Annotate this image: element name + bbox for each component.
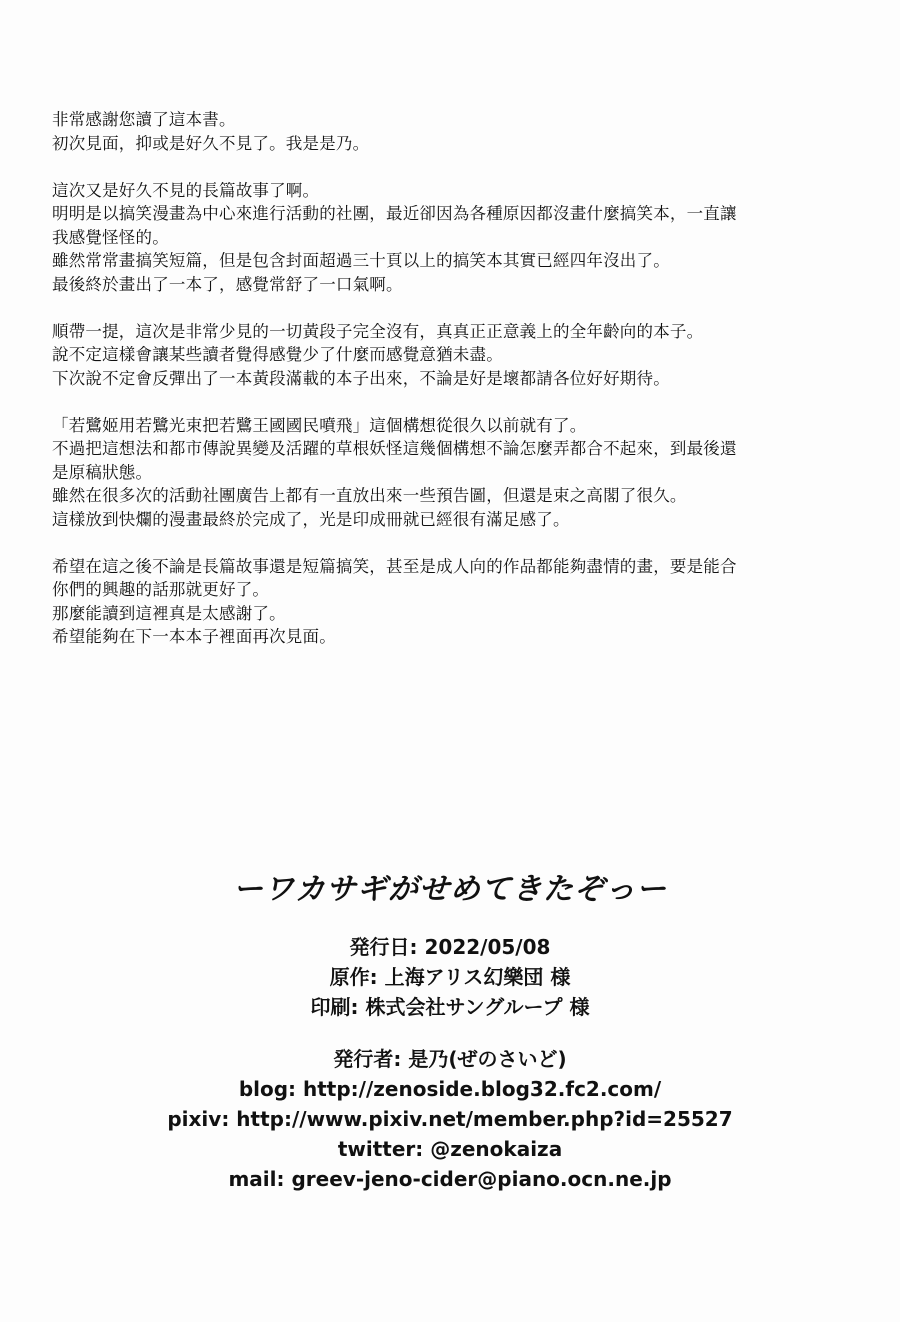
afterword-text — [52, 108, 842, 672]
text-line: 是原稿狀態。 — [52, 462, 153, 482]
text-line: 不過把這想法和都市傳說異變及活躍的草根妖怪這幾個構想不論怎麼弄都合不起來，到最後還 — [52, 439, 737, 458]
afterword-paragraph — [52, 320, 842, 391]
text-line: 順帶一提，這次是非常少見的一切黃段子完全沒有，真真正正意義上的全年齡向的本子。 — [52, 321, 704, 341]
text-line: 最後終於畫出了一本了，感覺常舒了一口氣啊。 — [52, 274, 403, 294]
text-line: 非常感謝您讀了這本書。 — [52, 110, 236, 129]
text-line: 雖然在很多次的活動社團廣告上都有一直放出來一些預告圖，但還是束之高閣了很久。 — [52, 486, 687, 505]
publish-date: 発行日: 2022/05/08 — [349, 935, 551, 959]
text-line: 希望能夠在下一本本子裡面再次見面。 — [52, 627, 336, 646]
blog-url: blog: http://zenoside.blog32.fc2.com/ — [238, 1077, 662, 1101]
text-line: 說不定這樣會讓某些讀者覺得感覺少了什麼而感覺意猶未盡。 — [52, 345, 503, 364]
afterword-paragraph — [52, 108, 842, 155]
publisher-name: 発行者: 是乃(ぜのさいど) — [333, 1047, 567, 1071]
text-line: 這次又是好久不見的長篇故事了啊。 — [52, 180, 320, 200]
afterword-paragraph — [52, 179, 842, 297]
text-line: 你們的興趣的話那就更好了。 — [52, 580, 270, 599]
afterword-paragraph — [52, 555, 842, 649]
twitter-handle: twitter: @zenokaiza — [337, 1137, 563, 1161]
book-title: ーワカサギがせめてきたぞっー — [233, 872, 667, 907]
text-line: 這樣放到快爛的漫畫最終於完成了，光是印成冊就已經很有滿足感了。 — [52, 509, 570, 529]
original-work-credit: 原作: 上海アリス幻樂団 様 — [329, 965, 571, 989]
text-line: 明明是以搞笑漫畫為中心來進行活動的社團，最近卻因為各種原因都沒畫什麼搞笑本，一直讓 — [52, 204, 737, 223]
text-line: 希望在這之後不論是長篇故事還是短篇搞笑，甚至是成人向的作品都能夠盡情的畫，要是能合 — [52, 556, 737, 576]
publication-info — [0, 932, 900, 1022]
afterword-paragraph — [52, 414, 842, 532]
mail-address: mail: greev-jeno-cider@piano.ocn.ne.jp — [228, 1167, 672, 1191]
text-line: 下次說不定會反彈出了一本黃段滿載的本子出來，不論是好是壞都請各位好好期待。 — [52, 368, 670, 388]
text-line: 那麼能讀到這裡真是太感謝了。 — [52, 603, 286, 623]
contact-info — [0, 1044, 900, 1194]
text-line: 初次見面，抑或是好久不見了。我是是乃。 — [52, 133, 370, 153]
text-line: 我感覺怪怪的。 — [52, 227, 169, 247]
text-line: 「若鷺姬用若鷺光束把若鷺王國國民噴飛」這個構想從很久以前就有了。 — [52, 415, 587, 435]
colophon — [0, 870, 900, 1216]
text-line: 雖然常常畫搞笑短篇，但是包含封面超過三十頁以上的搞笑本其實已經四年沒出了。 — [52, 251, 670, 270]
printer-credit: 印刷: 株式会社サングループ 様 — [310, 995, 590, 1019]
pixiv-url: pixiv: http://www.pixiv.net/member.php?id=25527 — [167, 1107, 733, 1131]
